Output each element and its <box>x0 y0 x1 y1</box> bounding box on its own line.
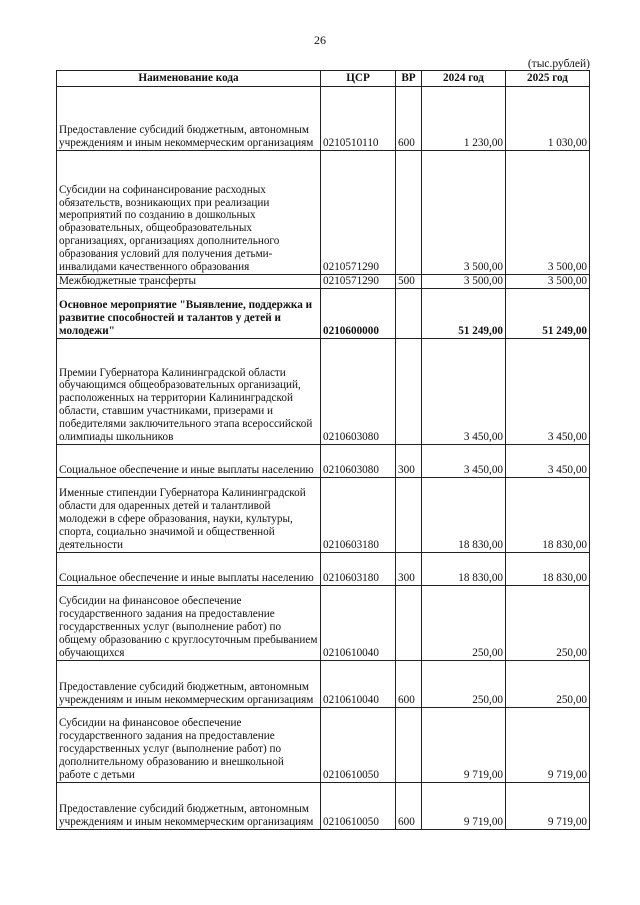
table-row <box>57 478 590 553</box>
cell-name: Социальное обеспечение и иные выплаты населению <box>57 553 321 586</box>
cell-name: Субсидии на финансовое обеспечение государственного задания на предоставление государственных услуг (выполнение работ) по дополнительному образованию и внешкольной работе с детьми <box>57 708 321 783</box>
cell-name: Предоставление субсидий бюджетным, автономным учреждениям и иным некоммерческим организациям <box>57 661 321 708</box>
cell-2024: 1 230,00 <box>422 87 506 151</box>
header-name: Наименование кода <box>57 71 321 87</box>
cell-2024: 51 249,00 <box>422 289 506 339</box>
cell-name: Основное мероприятие "Выявление, поддержка и развитие способностей и талантов у детей и молодежи" <box>57 289 321 339</box>
cell-2025: 51 249,00 <box>506 289 590 339</box>
table-row <box>57 87 590 151</box>
header-vr: ВР <box>396 71 422 87</box>
cell-2024: 250,00 <box>422 661 506 708</box>
units-label: (тыс.рублей) <box>527 58 590 70</box>
cell-2025: 1 030,00 <box>506 87 590 151</box>
cell-2024: 18 830,00 <box>422 553 506 586</box>
cell-csr: 0210603180 <box>321 553 396 586</box>
cell-2024: 3 450,00 <box>422 445 506 478</box>
cell-vr <box>396 478 422 553</box>
cell-2025: 3 500,00 <box>506 151 590 275</box>
cell-2025: 3 450,00 <box>506 445 590 478</box>
table-row <box>57 708 590 783</box>
cell-csr: 0210603080 <box>321 339 396 445</box>
cell-csr: 0210603180 <box>321 478 396 553</box>
cell-vr: 300 <box>396 445 422 478</box>
cell-csr: 0210610040 <box>321 586 396 661</box>
cell-vr: 600 <box>396 661 422 708</box>
cell-2024: 9 719,00 <box>422 708 506 783</box>
cell-vr <box>396 339 422 445</box>
cell-2025: 9 719,00 <box>506 783 590 830</box>
cell-name: Межбюджетные трансферты <box>57 275 321 289</box>
header-2025: 2025 год <box>506 71 590 87</box>
cell-csr: 0210600000 <box>321 289 396 339</box>
table-body <box>57 87 590 830</box>
cell-vr: 600 <box>396 783 422 830</box>
cell-vr <box>396 151 422 275</box>
table-row <box>57 275 590 289</box>
table-row <box>57 339 590 445</box>
cell-name: Субсидии на софинансирование расходных обязательств, возникающих при реализации мероприятий по созданию в дошкольных образовательных, общеобразовательных организациях, организациях дополнительного образования условий для получения детьми-инвалидами качественного образования <box>57 151 321 275</box>
budget-table <box>56 70 590 830</box>
cell-vr: 300 <box>396 553 422 586</box>
cell-2025: 3 500,00 <box>506 275 590 289</box>
cell-name: Субсидии на финансовое обеспечение государственного задания на предоставление государственных услуг (выполнение работ) по общему образованию с круглосуточным пребыванием обучающихся <box>57 586 321 661</box>
table-row <box>57 586 590 661</box>
cell-csr: 0210571290 <box>321 151 396 275</box>
table-row <box>57 445 590 478</box>
cell-name: Предоставление субсидий бюджетным, автономным учреждениям и иным некоммерческим организациям <box>57 783 321 830</box>
cell-name: Социальное обеспечение и иные выплаты населению <box>57 445 321 478</box>
table-row <box>57 661 590 708</box>
cell-csr: 0210510110 <box>321 87 396 151</box>
cell-2025: 9 719,00 <box>506 708 590 783</box>
cell-vr: 500 <box>396 275 422 289</box>
cell-vr <box>396 586 422 661</box>
cell-2024: 9 719,00 <box>422 783 506 830</box>
cell-vr <box>396 708 422 783</box>
cell-csr: 0210610050 <box>321 783 396 830</box>
cell-csr: 0210610050 <box>321 708 396 783</box>
cell-2025: 250,00 <box>506 586 590 661</box>
header-row <box>57 71 590 87</box>
cell-2024: 3 450,00 <box>422 339 506 445</box>
cell-name: Предоставление субсидий бюджетным, автономным учреждениям и иным некоммерческим организациям <box>57 87 321 151</box>
cell-2024: 3 500,00 <box>422 151 506 275</box>
cell-2025: 3 450,00 <box>506 339 590 445</box>
cell-2025: 18 830,00 <box>506 478 590 553</box>
cell-name: Премии Губернатора Калининградской области обучающимся общеобразовательных организаций, расположенных на территории Калининградской области, ставшим участниками, призерами и победителями заключительного этапа всероссийской олимпиады школьников <box>57 339 321 445</box>
cell-csr: 0210571290 <box>321 275 396 289</box>
table-row <box>57 553 590 586</box>
page-number: 26 <box>314 33 326 47</box>
cell-2024: 3 500,00 <box>422 275 506 289</box>
cell-vr: 600 <box>396 87 422 151</box>
cell-2025: 250,00 <box>506 661 590 708</box>
cell-csr: 0210603080 <box>321 445 396 478</box>
cell-2025: 18 830,00 <box>506 553 590 586</box>
table-row <box>57 783 590 830</box>
cell-vr <box>396 289 422 339</box>
table-row <box>57 289 590 339</box>
header-csr: ЦСР <box>321 71 396 87</box>
cell-csr: 0210610040 <box>321 661 396 708</box>
cell-2024: 18 830,00 <box>422 478 506 553</box>
table-row <box>57 151 590 275</box>
cell-2024: 250,00 <box>422 586 506 661</box>
header-2024: 2024 год <box>422 71 506 87</box>
cell-name: Именные стипендии Губернатора Калининградской области для одаренных детей и талантливой молодежи в сфере образования, науки, культуры, спорта, социально значимой и общественной деятельности <box>57 478 321 553</box>
